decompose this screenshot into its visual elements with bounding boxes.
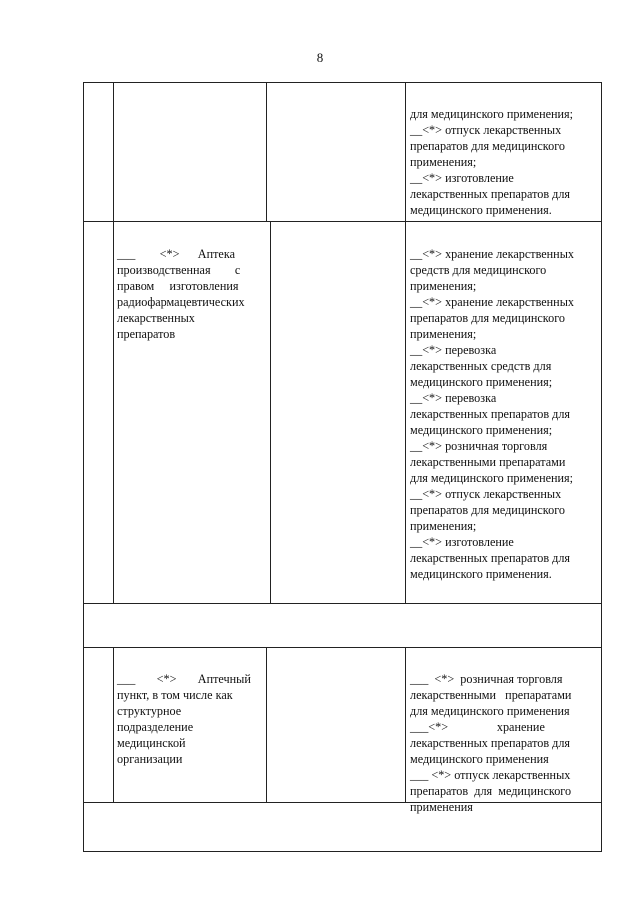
organization-type-line: лекарственных [117, 311, 195, 325]
organization-type-line: организации [117, 752, 183, 766]
activity-line: лекарственных препаратов для [410, 736, 571, 750]
activity-list [410, 230, 602, 598]
organization-type-line: производственная с [117, 263, 241, 277]
activity-line: медицинского применения. [410, 567, 552, 581]
activity-line: для медицинского применения; [410, 107, 574, 121]
organization-type [117, 230, 265, 358]
column-divider [113, 82, 114, 221]
column-divider [405, 82, 406, 221]
activity-line: __<*> перевозка [410, 391, 497, 405]
activity-line: препаратов для медицинского [410, 139, 565, 153]
organization-type-line: подразделение [117, 720, 194, 734]
page-number: 8 [316, 50, 324, 65]
organization-type-line: препаратов [117, 327, 176, 341]
activity-line: __<*> изготовление [410, 171, 514, 185]
organization-type-line: пункт, в том числе как [117, 688, 233, 702]
activity-line: медицинского применения [410, 752, 549, 766]
organization-type-line: ___ <*> Аптека [117, 247, 235, 261]
organization-type [117, 655, 265, 783]
organization-type-line: правом изготовления [117, 279, 239, 293]
column-divider [266, 647, 267, 802]
column-divider [113, 647, 114, 802]
activity-line: препаратов для медицинского [410, 784, 572, 798]
row-divider [83, 647, 602, 648]
organization-type-line: ___ <*> Аптечный [117, 672, 251, 686]
row-divider [83, 603, 602, 604]
activity-line: __<*> хранение лекарственных [410, 247, 574, 261]
activity-line: __<*> розничная торговля [410, 439, 548, 453]
activity-line: для медицинского применения; [410, 471, 574, 485]
activity-line: лекарственных препаратов для [410, 551, 571, 565]
organization-type-line: медицинской [117, 736, 186, 750]
column-divider [266, 82, 267, 221]
activity-line: __<*> хранение лекарственных [410, 295, 574, 309]
activity-line: применения [410, 800, 473, 814]
activity-line: медицинского применения; [410, 423, 553, 437]
organization-type-line: радиофармацевтических [117, 295, 245, 309]
activity-line: применения; [410, 155, 477, 169]
activity-line: применения; [410, 519, 477, 533]
activity-line: средств для медицинского [410, 263, 547, 277]
activity-line: медицинского применения; [410, 375, 553, 389]
activity-line: лекарственными препаратами [410, 455, 566, 469]
activity-line: для медицинского применения [410, 704, 570, 718]
activity-line: __<*> перевозка [410, 343, 497, 357]
activity-list [410, 655, 602, 831]
organization-type-line: структурное [117, 704, 182, 718]
activity-line: применения; [410, 327, 477, 341]
activity-line: __<*> изготовление [410, 535, 514, 549]
activity-line: __<*> отпуск лекарственных [410, 487, 562, 501]
activity-line: лекарственными препаратами [410, 688, 572, 702]
activity-line: применения; [410, 279, 477, 293]
activity-line: ___<*> хранение [410, 720, 545, 734]
activity-line: лекарственных препаратов для [410, 187, 571, 201]
activity-line: препаратов для медицинского [410, 503, 565, 517]
activity-line: __<*> отпуск лекарственных [410, 123, 562, 137]
column-divider [113, 221, 114, 603]
column-divider [405, 647, 406, 802]
activity-line: ___ <*> розничная торговля [410, 672, 563, 686]
activity-list [410, 90, 602, 234]
column-divider [405, 221, 406, 603]
activity-line: лекарственных средств для [410, 359, 552, 373]
activity-line: ___ <*> отпуск лекарственных [410, 768, 571, 782]
column-divider [270, 221, 271, 603]
activity-line: лекарственных препаратов для [410, 407, 571, 421]
activity-line: препаратов для медицинского [410, 311, 565, 325]
activity-line: медицинского применения. [410, 203, 552, 217]
